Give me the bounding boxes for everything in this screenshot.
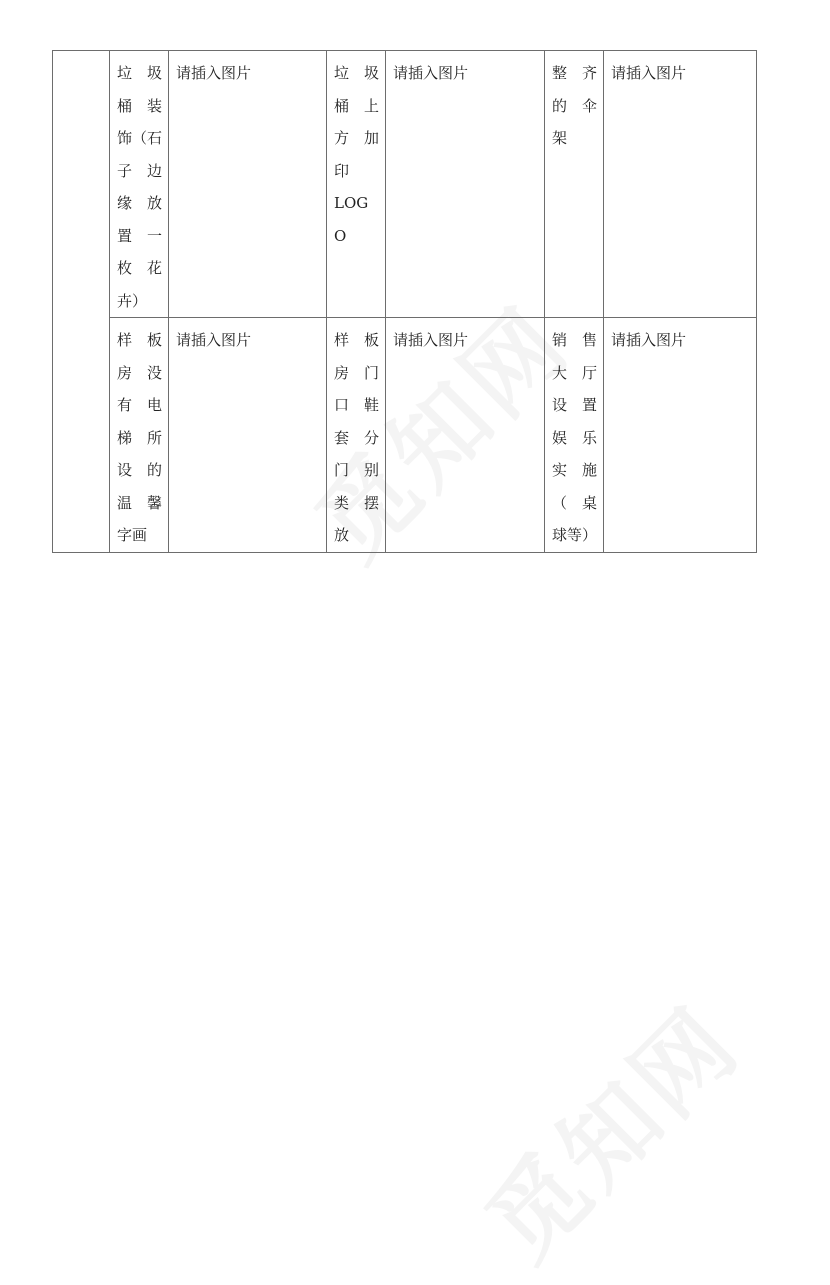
item-label-cell <box>545 318 604 553</box>
label-line: 销售 <box>552 331 597 349</box>
table-row <box>53 318 757 553</box>
label-line: 枚花 <box>117 259 162 277</box>
label-line: 实施 <box>552 461 597 479</box>
label-line: 样板 <box>117 331 162 349</box>
item-label-cell <box>327 318 386 553</box>
category-cell <box>53 51 110 553</box>
image-placeholder-text: 请插入图片 <box>611 64 687 82</box>
label-line: 印 <box>334 161 350 180</box>
label-line: 垃圾 <box>334 64 379 82</box>
label-line: 桶装 <box>117 96 162 115</box>
label-line: 门别 <box>334 461 379 479</box>
label-line: 套分 <box>334 428 379 447</box>
item-label-cell <box>327 51 386 318</box>
label-line: 类摆 <box>334 493 379 512</box>
label-line: 有电 <box>117 396 162 414</box>
label-line: 房门 <box>334 363 379 382</box>
image-placeholder-cell[interactable] <box>604 318 757 553</box>
label-line: 方加 <box>334 129 379 147</box>
label-line: 梯所 <box>117 428 162 447</box>
image-placeholder-cell[interactable] <box>386 318 545 553</box>
label-line: 整齐 <box>552 64 597 82</box>
image-placeholder-cell[interactable] <box>169 318 327 553</box>
item-label-cell <box>545 51 604 318</box>
label-line: 样板 <box>334 331 379 349</box>
label-line: 桶上 <box>334 96 379 115</box>
image-placeholder-text: 请插入图片 <box>176 331 252 349</box>
table-row <box>53 51 757 318</box>
image-placeholder-text: 请插入图片 <box>176 64 252 82</box>
label-line: 子边 <box>117 161 162 180</box>
label-line: 卉） <box>117 291 148 310</box>
item-label-cell <box>110 318 169 553</box>
label-line: 的伞 <box>552 96 597 115</box>
item-label-cell <box>110 51 169 318</box>
label-line: 口鞋 <box>334 396 379 414</box>
image-placeholder-cell[interactable] <box>169 51 327 318</box>
label-line: 放 <box>334 526 350 544</box>
label-line: LOGO <box>334 194 369 245</box>
label-line: （桌 <box>552 493 597 512</box>
image-placeholder-text: 请插入图片 <box>611 331 687 349</box>
watermark <box>451 972 764 1285</box>
document-table <box>52 50 757 553</box>
label-line: 字画 <box>117 526 148 544</box>
label-line: 饰（石 <box>117 129 163 147</box>
image-placeholder-cell[interactable] <box>386 51 545 318</box>
image-placeholder-text: 请插入图片 <box>393 331 469 349</box>
label-line: 温馨 <box>117 493 162 512</box>
label-line: 娱乐 <box>552 428 597 447</box>
label-line: 设置 <box>552 396 597 414</box>
image-placeholder-cell[interactable] <box>604 51 757 318</box>
label-line: 缘放 <box>117 194 162 212</box>
label-line: 置一 <box>117 226 162 245</box>
label-line: 房没 <box>117 363 162 382</box>
label-line: 球等） <box>552 526 598 544</box>
label-line: 架 <box>552 129 568 147</box>
image-placeholder-text: 请插入图片 <box>393 64 469 82</box>
label-line: 大厅 <box>552 363 597 382</box>
label-line: 垃圾 <box>117 64 162 82</box>
label-line: 设的 <box>117 461 162 479</box>
